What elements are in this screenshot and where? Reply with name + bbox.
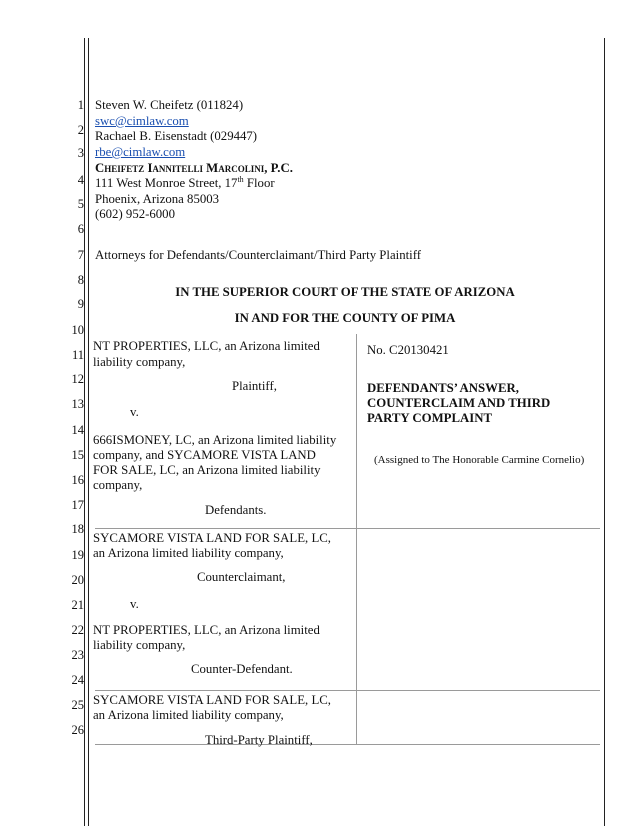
line-number: 12 bbox=[71, 372, 84, 386]
line-number: 9 bbox=[77, 297, 84, 311]
firm-street-ordinal: th bbox=[237, 175, 244, 184]
left-margin-rule-inner bbox=[88, 38, 89, 826]
defendants-name-cont-1: company, and SYCAMORE VISTA LAND bbox=[93, 448, 316, 462]
third-party-plaintiff-name-cont: an Arizona limited liability company, bbox=[93, 708, 284, 722]
firm-city: Phoenix, Arizona 85003 bbox=[95, 192, 220, 206]
line-number: 24 bbox=[71, 673, 84, 687]
line-number: 3 bbox=[77, 146, 84, 160]
defendants-name: 666ISMONEY, LC, an Arizona limited liability bbox=[93, 433, 337, 447]
plaintiff-role: Plaintiff, bbox=[232, 379, 277, 393]
versus: v. bbox=[130, 405, 139, 419]
versus-2: v. bbox=[130, 597, 139, 611]
attorney-name-2: Rachael B. Eisenstadt (029447) bbox=[95, 129, 258, 143]
defendants-role: Defendants. bbox=[205, 503, 267, 517]
plaintiff-name-cont: liability company, bbox=[93, 355, 186, 369]
case-number: No. C20130421 bbox=[367, 343, 449, 357]
defendants-name-cont-3: company, bbox=[93, 478, 143, 492]
line-number: 21 bbox=[71, 598, 84, 612]
line-number: 14 bbox=[71, 423, 84, 437]
line-number: 8 bbox=[77, 273, 84, 287]
assigned-judge: (Assigned to The Honorable Carmine Cornelio) bbox=[374, 454, 585, 466]
caption-rule-3 bbox=[95, 744, 600, 745]
attorney-name-1: Steven W. Cheifetz (011824) bbox=[95, 98, 244, 112]
line-number: 25 bbox=[71, 698, 84, 712]
firm-street bbox=[95, 176, 275, 191]
document-title-line-2: COUNTERCLAIM AND THIRD bbox=[367, 396, 551, 410]
line-number: 19 bbox=[71, 548, 84, 562]
line-number: 23 bbox=[71, 648, 84, 662]
third-party-plaintiff-role: Third-Party Plaintiff, bbox=[205, 733, 313, 747]
line-number: 1 bbox=[77, 98, 84, 112]
caption-rule-1 bbox=[95, 528, 356, 529]
line-number: 26 bbox=[71, 723, 84, 737]
caption-divider bbox=[356, 334, 357, 744]
counter-defendant-name-cont: liability company, bbox=[93, 638, 186, 652]
firm-name: Cheifetz Iannitelli Marcolini, P.C. bbox=[95, 161, 293, 175]
third-party-plaintiff-name: SYCAMORE VISTA LAND FOR SALE, LC, bbox=[93, 693, 331, 707]
line-number: 10 bbox=[71, 323, 84, 337]
line-number: 18 bbox=[71, 522, 84, 536]
counterclaimant-name: SYCAMORE VISTA LAND FOR SALE, LC, bbox=[93, 531, 331, 545]
firm-street-main: 111 West Monroe Street, 17 bbox=[95, 176, 238, 190]
line-number: 4 bbox=[77, 173, 84, 187]
document-title-line-3: PARTY COMPLAINT bbox=[367, 411, 493, 425]
attorney-role: Attorneys for Defendants/Counterclaimant/Third Party Plaintiff bbox=[95, 248, 422, 262]
line-number: 16 bbox=[71, 473, 84, 487]
line-number: 13 bbox=[71, 397, 84, 411]
caption-rule-2 bbox=[95, 690, 600, 691]
counter-defendant-name: NT PROPERTIES, LLC, an Arizona limited bbox=[93, 623, 320, 637]
line-number: 17 bbox=[71, 498, 84, 512]
line-number: 7 bbox=[77, 248, 84, 262]
right-margin-rule bbox=[604, 38, 605, 826]
document-title-line-1: DEFENDANTS’ ANSWER, bbox=[367, 381, 519, 395]
counterclaimant-name-cont: an Arizona limited liability company, bbox=[93, 546, 284, 560]
line-number: 5 bbox=[77, 197, 84, 211]
line-number: 15 bbox=[71, 448, 84, 462]
attorney-email-1[interactable]: swc@cimlaw.com bbox=[95, 114, 189, 128]
line-number: 2 bbox=[77, 123, 84, 137]
line-number: 6 bbox=[77, 222, 84, 236]
firm-phone: (602) 952-6000 bbox=[95, 207, 175, 221]
left-margin-rule-outer bbox=[84, 38, 85, 826]
caption-rule-1-right bbox=[356, 528, 600, 529]
court-title-line-1: IN THE SUPERIOR COURT OF THE STATE OF ARIZONA bbox=[175, 285, 515, 299]
firm-street-end: Floor bbox=[243, 176, 275, 190]
line-number: 22 bbox=[71, 623, 84, 637]
counterclaimant-role: Counterclaimant, bbox=[197, 570, 286, 584]
defendants-name-cont-2: FOR SALE, LC, an Arizona limited liability bbox=[93, 463, 321, 477]
court-title-line-2: IN AND FOR THE COUNTY OF PIMA bbox=[234, 311, 456, 325]
line-number: 20 bbox=[71, 573, 84, 587]
plaintiff-name: NT PROPERTIES, LLC, an Arizona limited bbox=[93, 339, 320, 353]
counter-defendant-role: Counter-Defendant. bbox=[191, 662, 293, 676]
line-number: 11 bbox=[71, 348, 84, 362]
attorney-email-2[interactable]: rbe@cimlaw.com bbox=[95, 145, 186, 159]
